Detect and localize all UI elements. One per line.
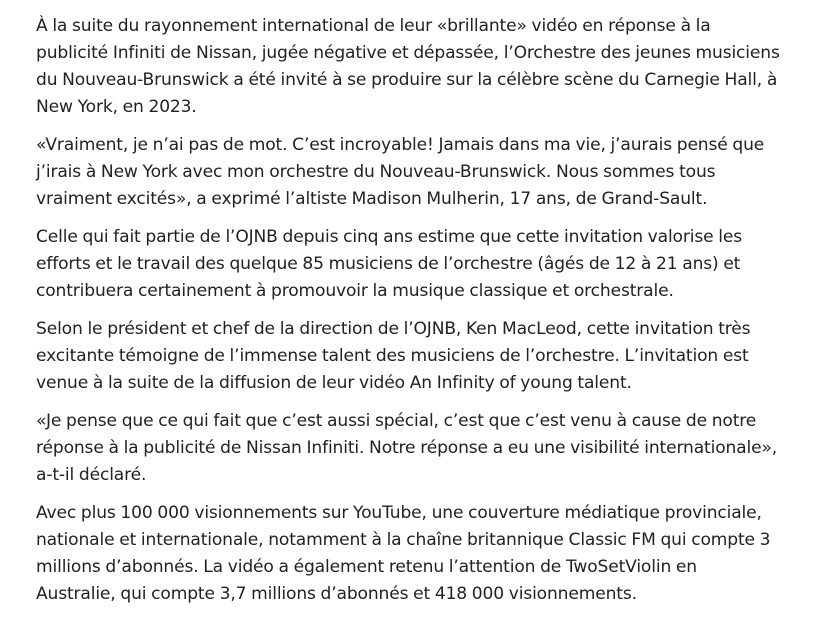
article-paragraph: «Vraiment, je n’ai pas de mot. C’est incroyable! Jamais dans ma vie, j’aurais pensé que j’irais à New York avec mon orchestre du Nouveau-Brunswick. Nous sommes tous vraiment excités», a exprimé l’altiste Madison Mulherin, 17 ans, de Grand-Sault. — [36, 134, 765, 209]
article-paragraph: À la suite du rayonnement international de leur «brillante» vidéo en réponse à la publicité Infiniti de Nissan, jugée négative et dépassée, l’Orchestre des jeunes musiciens du Nouveau-Brunswick a été invité à se produire sur la célèbre scène du Carnegie Hall, à New York, en 2023. — [36, 16, 780, 117]
article-paragraph: Celle qui fait partie de l’OJNB depuis cinq ans estime que cette invitation valorise les efforts et le travail des quelque 85 musiciens de l’orchestre (âgés de 12 à 21 ans) et contribuera certainement à promouvoir la musique classique et orchestrale. — [36, 226, 742, 301]
article-paragraph: Selon le président et chef de la direction de l’OJNB, Ken MacLeod, cette invitation très excitante témoigne de l’immense talent des musiciens de l’orchestre. L’invitation est venue à la suite de la diffusion de leur vidéo An Infinity of young talent. — [36, 318, 751, 393]
article-paragraph: «Je pense que ce qui fait que c’est aussi spécial, c’est que c’est venu à cause de notre réponse à la publicité de Nissan Infiniti. Notre réponse a eu une visibilité internationale», a-t-il déclaré. — [36, 410, 778, 485]
article-body — [36, 13, 781, 619]
article-paragraph: Avec plus 100 000 visionnements sur YouTube, une couverture médiatique provinciale, nationale et internationale, notamment à la chaîne britannique Classic FM qui compte 3 millions d’abonnés. La vidéo a également retenu l’attention de TwoSetViolin en Australie, qui compte 3,7 millions d’abonnés et 418 000 visionnements. — [36, 502, 771, 604]
